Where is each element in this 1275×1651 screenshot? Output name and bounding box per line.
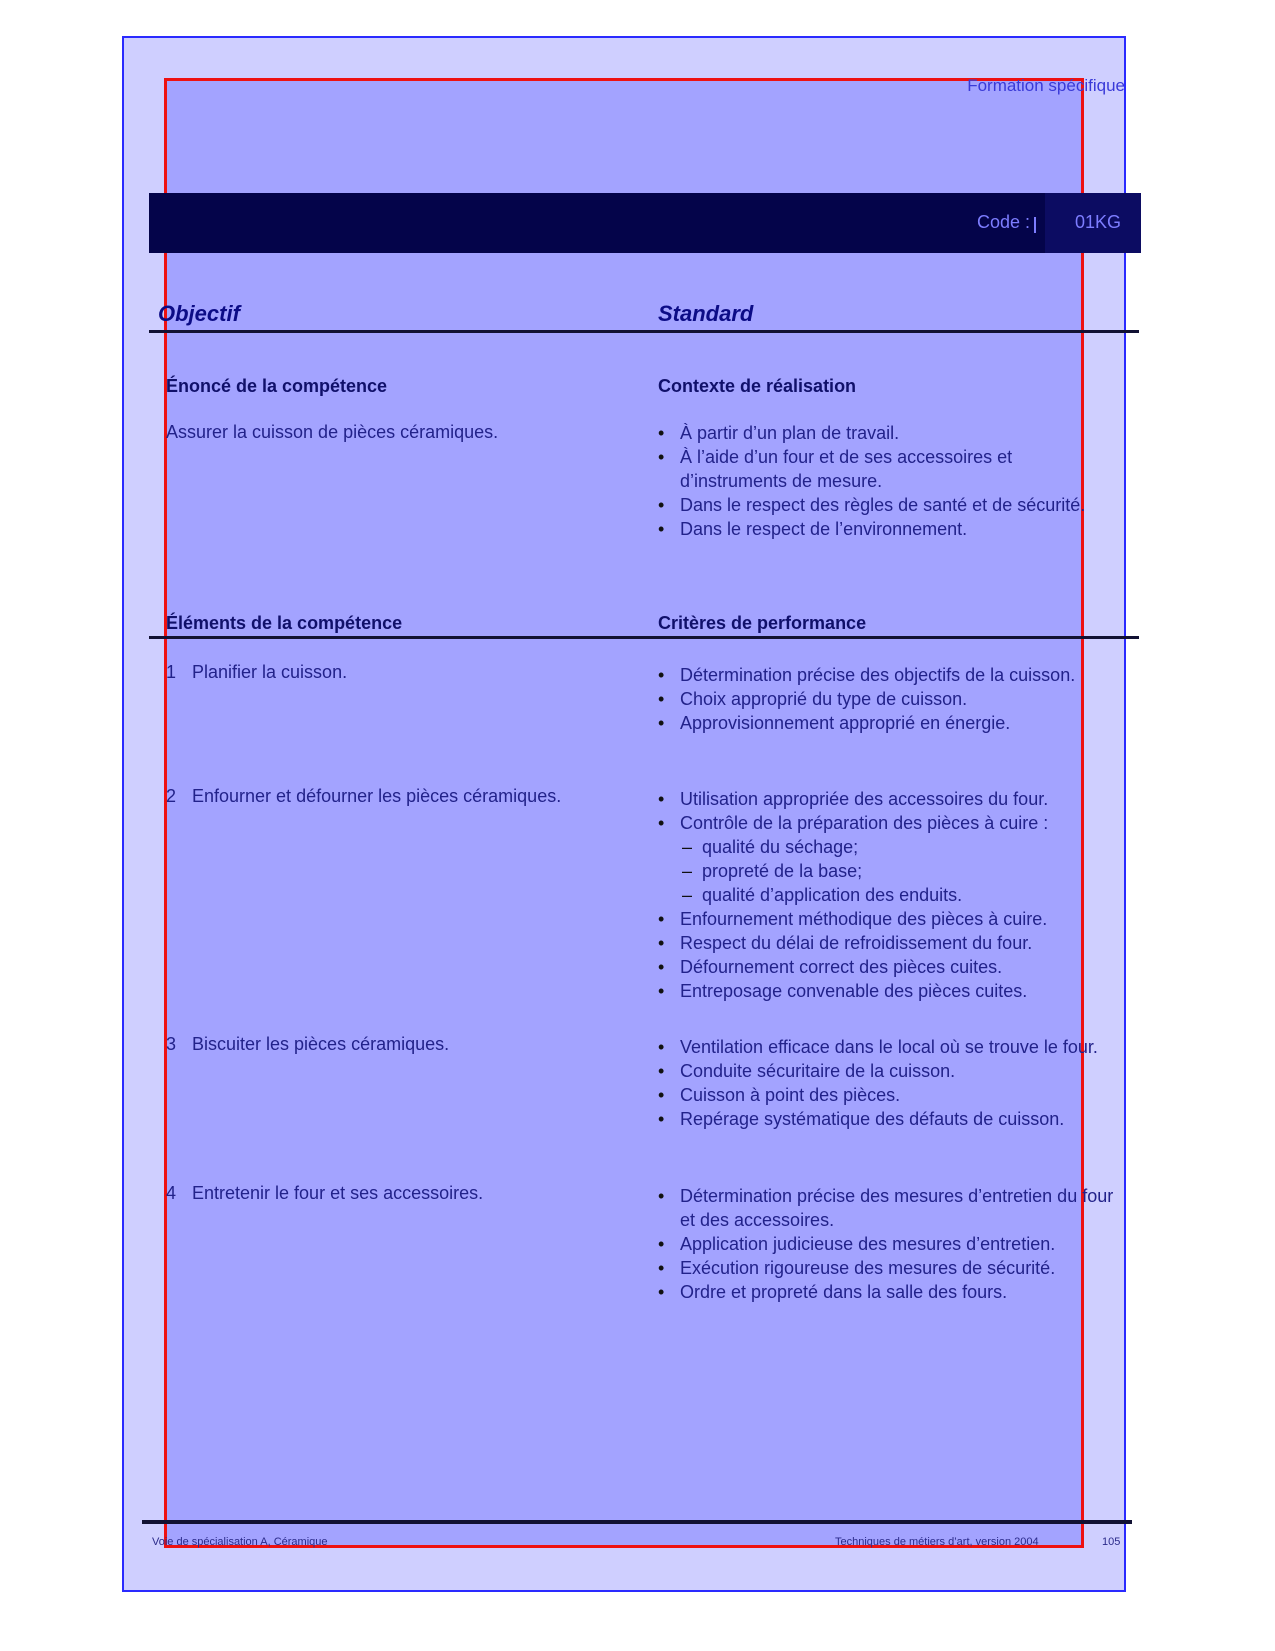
contexte-list bbox=[658, 421, 1118, 541]
list-item: • Enfournement méthodique des pièces à cuire. bbox=[658, 907, 1118, 931]
elements-divider bbox=[149, 636, 1139, 639]
elements-heading: Éléments de la compétence bbox=[166, 613, 403, 633]
element-number: 4 bbox=[166, 1183, 177, 1203]
list-item: • Respect du délai de refroidissement du four. bbox=[658, 931, 1118, 955]
list-item: • À l’aide d’un four et de ses accessoires et d’instruments de mesure. bbox=[658, 445, 1118, 493]
criteria-list bbox=[658, 787, 1118, 1003]
footer-divider bbox=[142, 1520, 1132, 1524]
formation-label: Formation spécifique bbox=[967, 76, 1125, 95]
list-item: • Ordre et propreté dans la salle des fours. bbox=[658, 1280, 1118, 1304]
top-divider bbox=[149, 330, 1139, 333]
list-item: • À partir d’un plan de travail. bbox=[658, 421, 1118, 445]
list-item: • Dans le respect de l’environnement. bbox=[658, 517, 1118, 541]
standard-title: Standard bbox=[658, 301, 754, 326]
list-item: • Dans le respect des règles de santé et de sécurité. bbox=[658, 493, 1118, 517]
list-item: • Utilisation appropriée des accessoires du four. bbox=[658, 787, 1118, 811]
criteria-list bbox=[658, 1184, 1118, 1304]
element-text: Entretenir le four et ses accessoires. bbox=[192, 1183, 484, 1203]
list-item: • Approvisionnement approprié en énergie. bbox=[658, 711, 1118, 735]
element-text: Planifier la cuisson. bbox=[192, 662, 348, 682]
list-item: • Contrôle de la préparation des pièces à cuire : bbox=[658, 811, 1118, 835]
code-separator bbox=[1034, 217, 1036, 233]
sub-list-item: – qualité d’application des enduits. bbox=[658, 883, 1118, 907]
list-item: • Choix approprié du type de cuisson. bbox=[658, 687, 1118, 711]
list-item: • Cuisson à point des pièces. bbox=[658, 1083, 1118, 1107]
criteria-list bbox=[658, 1035, 1118, 1131]
objectif-title: Objectif bbox=[158, 301, 240, 326]
enonce-text: Assurer la cuisson de pièces céramiques. bbox=[166, 422, 499, 442]
element-number: 3 bbox=[166, 1034, 177, 1054]
element-number: 2 bbox=[166, 786, 177, 806]
code-value: 01KG bbox=[1075, 212, 1122, 232]
footer-right-text: Techniques de métiers d’art, version 2004 bbox=[835, 1536, 1039, 1548]
footer-left-text: Voie de spécialisation A, Céramique bbox=[152, 1536, 328, 1548]
list-item: • Défournement correct des pièces cuites. bbox=[658, 955, 1118, 979]
page-number: 105 bbox=[1102, 1536, 1121, 1548]
list-item: • Exécution rigoureuse des mesures de sécurité. bbox=[658, 1256, 1118, 1280]
criteria-list bbox=[658, 663, 1118, 735]
contexte-heading: Contexte de réalisation bbox=[658, 376, 857, 396]
list-item: • Repérage systématique des défauts de cuisson. bbox=[658, 1107, 1118, 1131]
sub-list-item: – qualité du séchage; bbox=[658, 835, 1118, 859]
list-item: • Entreposage convenable des pièces cuites. bbox=[658, 979, 1118, 1003]
sub-list-item: – propreté de la base; bbox=[658, 859, 1118, 883]
element-text: Enfourner et défourner les pièces céramiques. bbox=[192, 786, 562, 806]
element-number: 1 bbox=[166, 662, 177, 682]
list-item: • Application judicieuse des mesures d’entretien. bbox=[658, 1232, 1118, 1256]
enonce-heading: Énoncé de la compétence bbox=[166, 376, 388, 396]
code-label: Code : bbox=[977, 212, 1031, 232]
list-item: • Détermination précise des mesures d’entretien du four et des accessoires. bbox=[658, 1184, 1118, 1232]
criteres-heading: Critères de performance bbox=[658, 613, 867, 633]
list-item: • Ventilation efficace dans le local où se trouve le four. bbox=[658, 1035, 1118, 1059]
list-item: • Conduite sécuritaire de la cuisson. bbox=[658, 1059, 1118, 1083]
list-item: • Détermination précise des objectifs de la cuisson. bbox=[658, 663, 1118, 687]
element-text: Biscuiter les pièces céramiques. bbox=[192, 1034, 450, 1054]
